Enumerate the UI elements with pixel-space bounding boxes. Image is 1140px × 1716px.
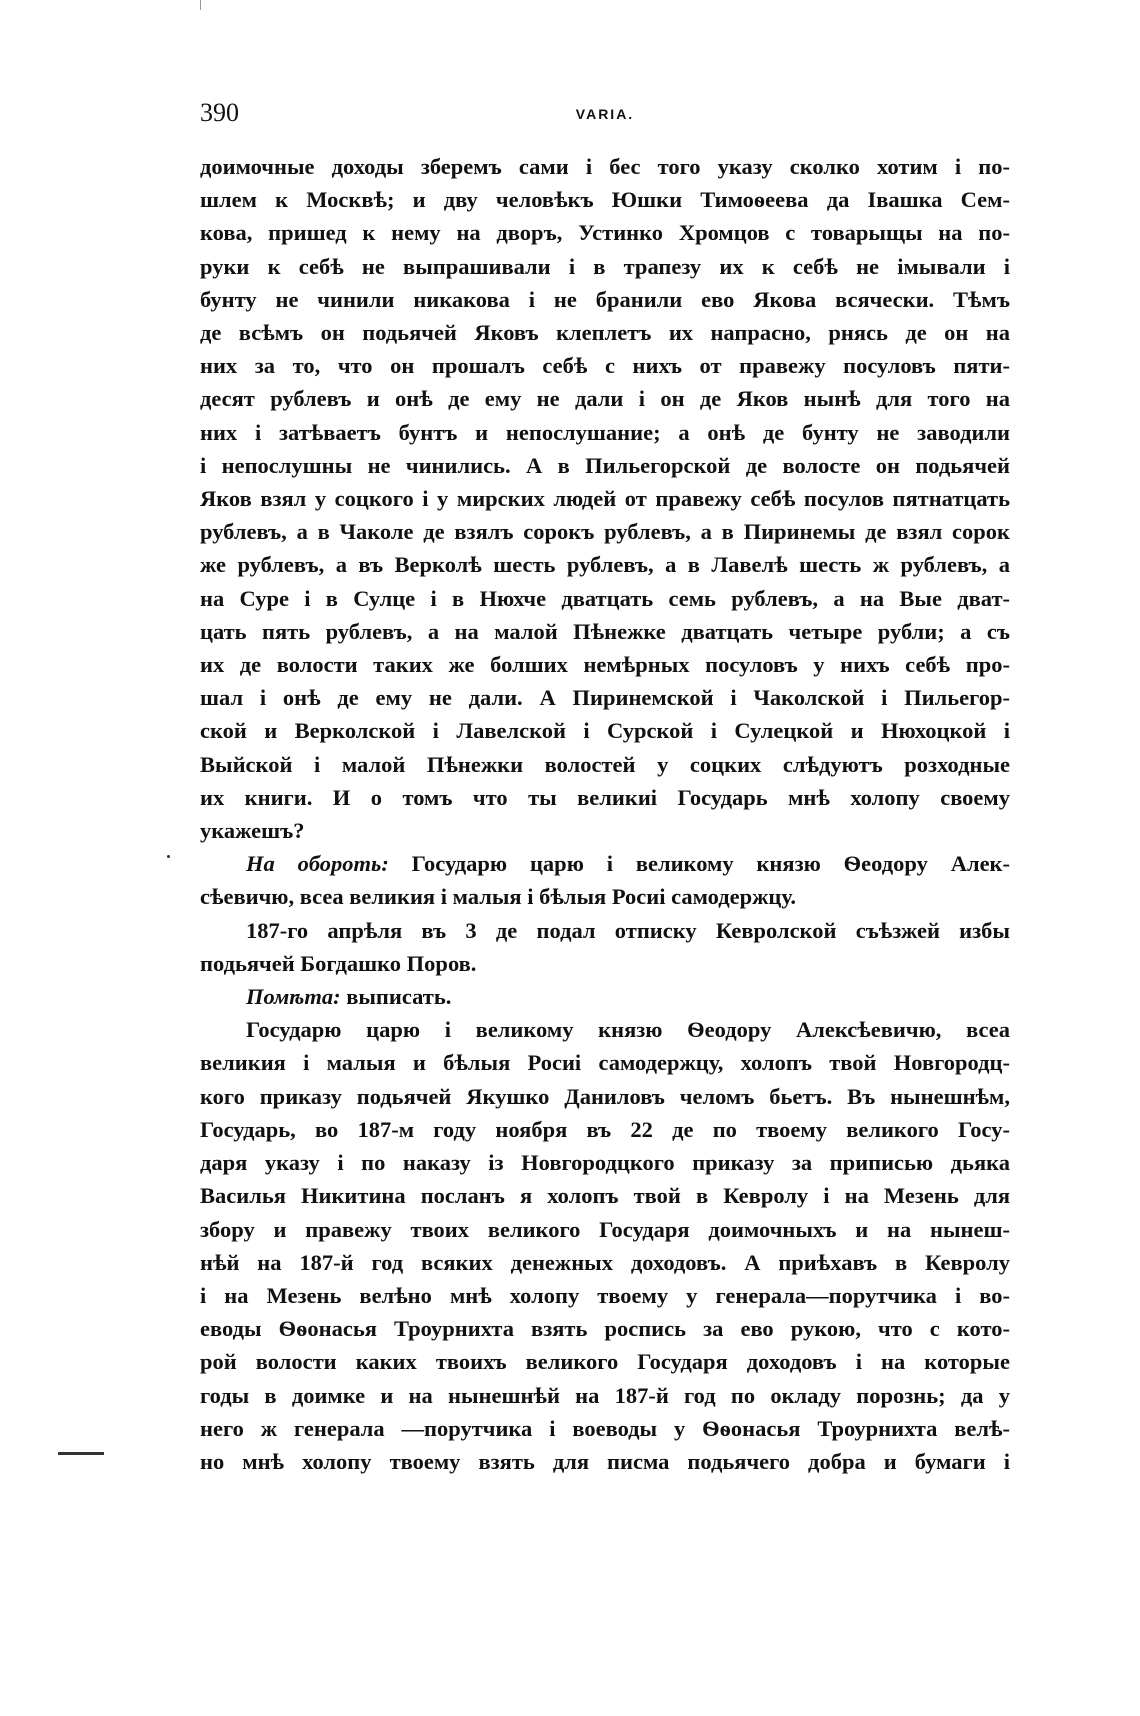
text-line: подьячей Богдашко Поров. <box>200 950 477 976</box>
text-line: цать пять рублевъ, а на малой Пѣнежке дватцать четыре рубли; а съ <box>200 618 1010 644</box>
text-line: еводы Ѳѳонасья Троурнихта взять роспись за ево рукою, что с кото- <box>200 1316 1010 1342</box>
text-line: великия і малыя и бѣлыя Росиі самодержцу, холопъ твой Новгородц- <box>200 1050 1010 1076</box>
scan-artifact-top <box>200 0 201 10</box>
text-line: бунту не чинили никакова і не бранили ево Якова всячески. Тѣмъ <box>200 286 1010 312</box>
body-text <box>200 150 1010 1478</box>
text-line: него ж генерала —порутчика і воеводы у Ѳѳонасья Троурнихта велѣ- <box>200 1415 1010 1441</box>
text-line: сѣевичю, всеа великия і малыя і бѣлыя Росиі самодержцу. <box>200 884 797 910</box>
memo-note <box>200 980 1010 1013</box>
memo-text: выписать. <box>346 984 452 1010</box>
text-line: них за то, что он прошалъ себѣ с нихъ от правежу посуловъ пяти- <box>200 353 1010 379</box>
text-line: Государь, во 187-м году ноября въ 22 де по твоему великого Госу- <box>200 1116 1010 1142</box>
text-line: укажешъ? <box>200 818 305 844</box>
text-line: кого приказу подьячей Якушко Даниловъ челомъ бьетъ. Въ нынешнѣм, <box>200 1083 1010 1109</box>
text-line: збору и правежу твоих великого Государя доимочныхъ и на нынеш- <box>200 1216 1010 1242</box>
scan-artifact-margin-mark <box>58 1452 104 1455</box>
text-line: шал і онѣ де ему не дали. А Пиринемской і Чаколской і Пильегор- <box>200 685 1010 711</box>
text-line: них і затѣваетъ бунтъ и непослушание; а онѣ де бунту не заводили <box>200 419 1010 445</box>
text-line: их книги. И о томъ что ты великиі Государь мнѣ холопу своему <box>200 784 1010 810</box>
text-line: рублевъ, а в Чаколе де взялъ сорокъ рублевъ, а в Пиринемы де взял сорок <box>200 519 1010 545</box>
text-line: на Суре і в Сулце і в Нюхче дватцать семь рублевъ, а на Вые дват- <box>200 585 1010 611</box>
text-line: даря указу і по наказу із Новгородцкого приказу за приписью дьяка <box>200 1150 1010 1176</box>
text-line <box>200 980 1010 1013</box>
text-line: доимочные доходы зберемъ сами і бес того указу сколко хотим і по- <box>200 154 1010 179</box>
text-line: і непослушны не чинились. А в Пильегорской де волосте он подьячей <box>200 452 1010 478</box>
text-line: но мнѣ холопу твоему взять для писма подьячего добра и бумаги і <box>200 1448 1010 1474</box>
text-line: годы в доимке и на нынешнѣй на 187-й год по окладу порознь; да у <box>200 1382 1010 1408</box>
page-number: 390 <box>200 98 239 127</box>
paragraph-1 <box>200 150 1010 847</box>
date-note <box>200 914 1010 980</box>
text-line: Василья Никитина посланъ я холопъ твой в Кевролу і на Мезень для <box>200 1183 1010 1209</box>
memo-label: Помѣта: <box>246 984 341 1010</box>
paragraph-2 <box>200 1013 1010 1478</box>
text-line: рой волости каких твоихъ великого Государя доходовъ і на которые <box>200 1349 1010 1375</box>
verso-label: На обороть: <box>246 851 389 877</box>
text-line: шлем к Москвѣ; и дву человѣкъ Юшки Тимоѳеева да Івашка Сем- <box>200 187 1010 213</box>
text-line: кова, пришед к нему на дворъ, Устинко Хромцов с товарыщы на по- <box>200 220 1010 246</box>
page-header <box>200 98 1010 128</box>
text-line: ской и Верколской і Лавелской і Сурской і Сулецкой и Нюхоцкой і <box>200 718 1010 744</box>
scan-artifact-dot <box>167 855 170 858</box>
text-line: руки к себѣ не выпрашивали і в трапезу их к себѣ не імывали і <box>200 253 1010 279</box>
text-line: Яков взял у соцкого і у мирских людей от правежу себѣ посулов пятнатцать <box>200 486 1010 512</box>
text-line: их де волости таких же болших немѣрных посуловъ у нихъ себѣ про- <box>200 652 1010 678</box>
text-line: нѣй на 187-й год всяких денежных доходовъ. А приѣхавъ в Кевролу <box>200 1249 1010 1275</box>
text-line: де всѣмъ он подьячей Яковъ клеплетъ их напрасно, рнясь де он на <box>200 320 1010 346</box>
text-line: 187-го апрѣля въ 3 де подал отписку Кевролской съѣзжей избы <box>246 917 1010 943</box>
text-line: Выйской і малой Пѣнежки волостей у соцких слѣдуютъ розходные <box>200 751 1010 777</box>
text-line: Государю царю і великому князю Ѳеодору Алексѣевичю, всеа <box>246 1017 1010 1043</box>
verso-note <box>200 847 1010 913</box>
verso-text: Государю царю і великому князю Ѳеодору Алек- <box>411 851 1011 877</box>
text-line: і на Мезень велѣно мнѣ холопу твоему у генерала—порутчика і во- <box>200 1282 1010 1308</box>
text-line <box>200 847 1010 880</box>
text-line: же рублевъ, а въ Верколѣ шесть рублевъ, а в Лавелѣ шесть ж рублевъ, а <box>200 552 1010 578</box>
running-title: VARIA. <box>575 106 635 122</box>
text-line: десят рублевъ и онѣ де ему не дали і он де Яков нынѣ для того на <box>200 386 1010 412</box>
